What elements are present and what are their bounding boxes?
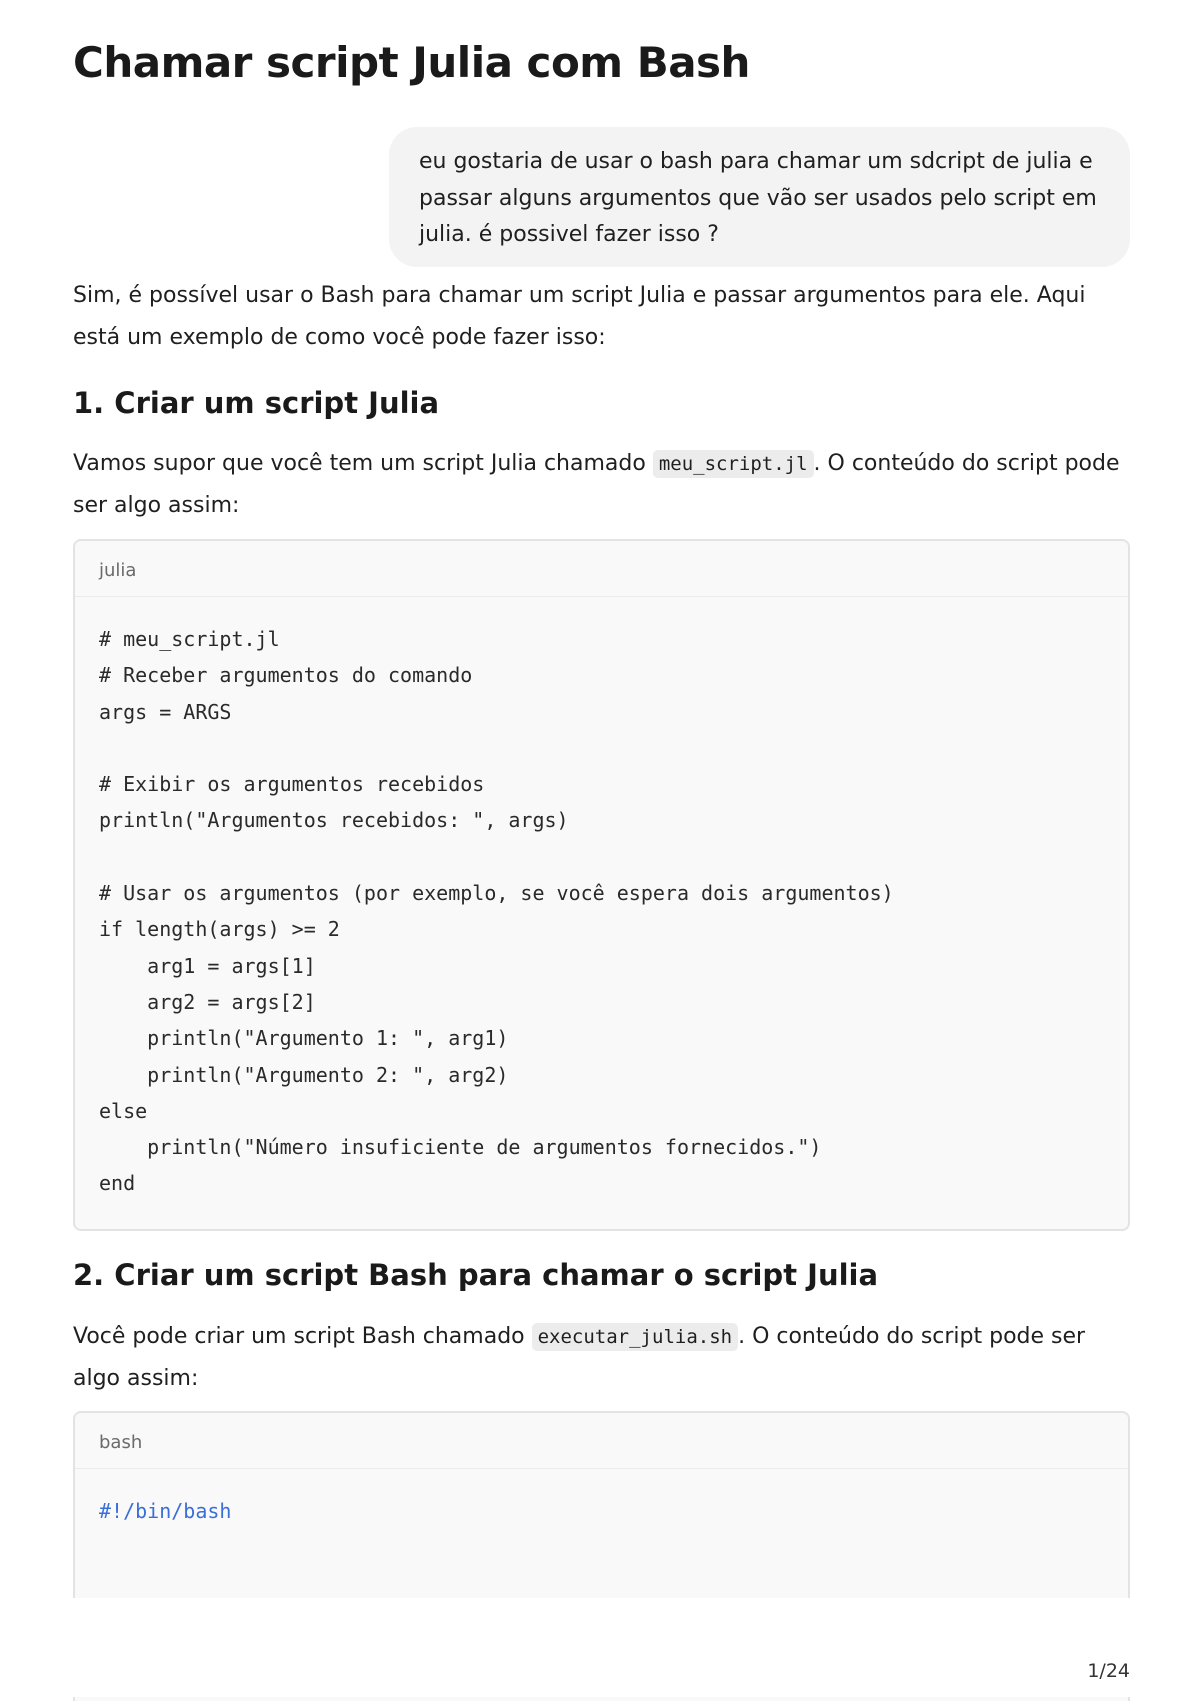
julia-code: # meu_script.jl # Receber argumentos do comando args = ARGS # Exibir os argumentos recebidos println("Argumentos recebidos: ", args) # Usar os argumentos (por exemplo, se você espera dois argumentos) if length(args) >= 2 arg1 = args[1] arg2 = args[2] println("Argumento 1: ", arg1) println("Argumento 2: ", arg2) else println("Número insuficiente de argumentos fornecidos.") end — [99, 627, 894, 1196]
julia-code-block — [73, 539, 1130, 1231]
inline-code-executar-julia: executar_julia.sh — [532, 1323, 738, 1351]
section2-text-before: Você pode criar um script Bash chamado — [73, 1324, 532, 1349]
section1-paragraph — [73, 443, 1130, 527]
section1-text-before: Vamos supor que você tem um script Julia chamado — [73, 451, 653, 476]
bash-code — [75, 1469, 1128, 1529]
code-language-label: julia — [75, 541, 1128, 597]
section2-text-after: . O conteúdo do script pode ser algo assim: — [73, 1324, 1086, 1391]
bash-shebang: #!/bin/bash — [99, 1499, 232, 1523]
section2-heading: 2. Criar um script Bash para chamar o script Julia — [73, 1258, 879, 1292]
section1-text-after: . O conteúdo do script pode ser algo assim: — [73, 451, 1120, 518]
page-title: Chamar script Julia com Bash — [73, 38, 750, 87]
section2-paragraph — [73, 1316, 1130, 1400]
intro-paragraph: Sim, é possível usar o Bash para chamar um script Julia e passar argumentos para ele. Aqui está um exemplo de como você pode fazer isso: — [73, 283, 1086, 350]
section1-heading: 1. Criar um script Julia — [73, 386, 440, 420]
code-language-label: bash — [75, 1413, 1128, 1469]
inline-code-meu-script: meu_script.jl — [653, 450, 814, 478]
page-number: 1/24 — [1087, 1660, 1130, 1682]
user-message-bubble: eu gostaria de usar o bash para chamar um sdcript de julia e passar alguns argumentos que vão ser usados pelo script em julia. é possivel fazer isso ? — [389, 127, 1130, 267]
page-footer — [0, 1598, 1200, 1697]
